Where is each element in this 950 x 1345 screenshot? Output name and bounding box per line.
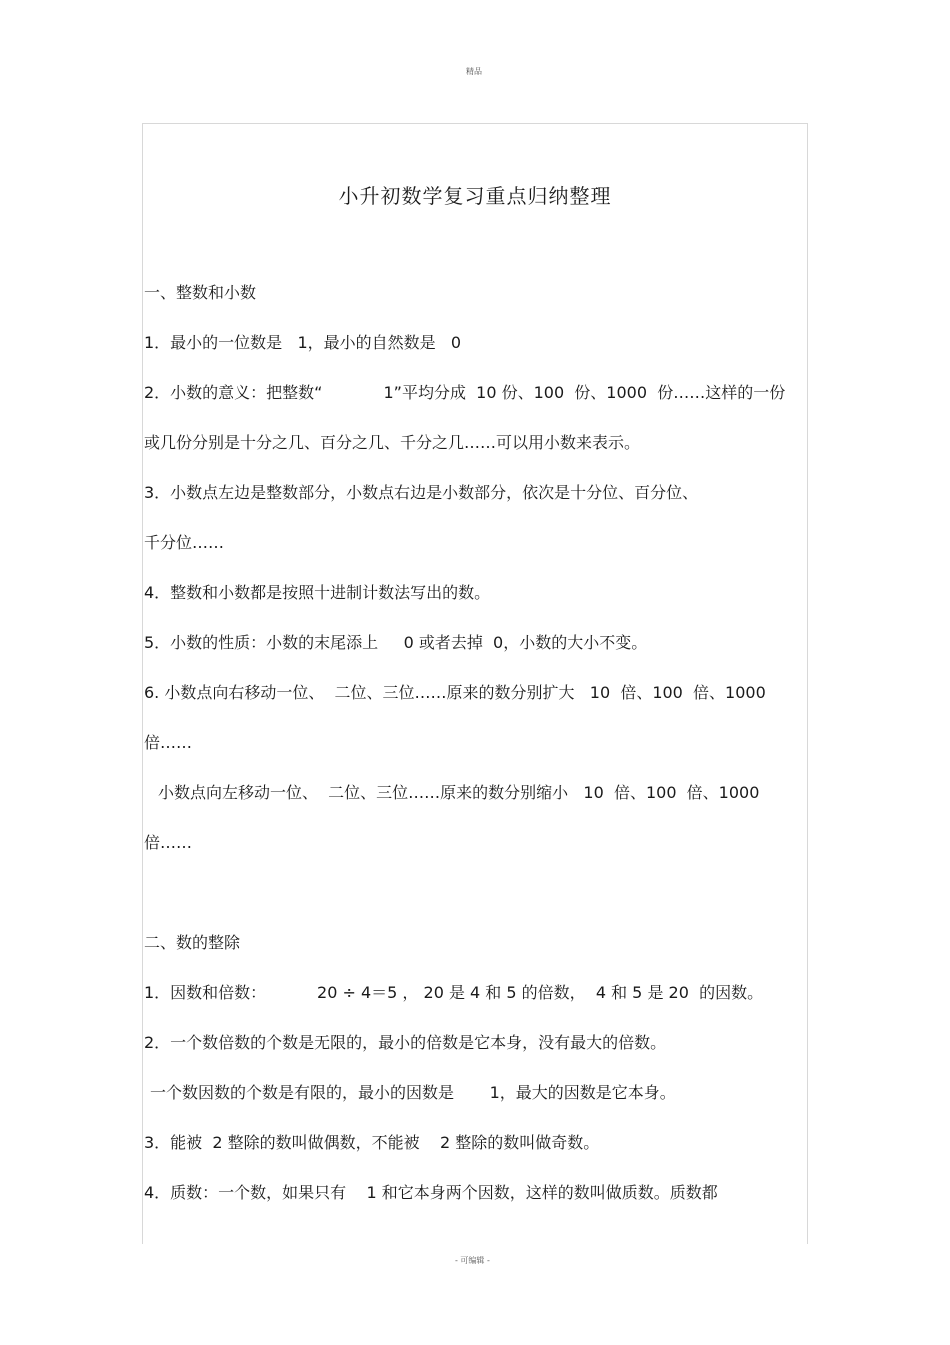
- paragraph-line: 1．最小的一位数是 1，最小的自然数是 0: [144, 333, 462, 352]
- paragraph-line: 一个数因数的个数是有限的，最小的因数是 1，最大的因数是它本身。: [150, 1083, 676, 1102]
- page-footer: - 可编辑 -: [455, 1256, 490, 1265]
- paragraph-line: 小数点向左移动一位、 二位、三位……原来的数分别缩小 10 倍、100 倍、1000: [158, 783, 760, 802]
- paragraph-line: 3．能被 2 整除的数叫做偶数，不能被 2 整除的数叫做奇数。: [144, 1133, 600, 1152]
- paragraph-line: 5．小数的性质：小数的末尾添上 0 或者去掉 0，小数的大小不变。: [144, 633, 648, 652]
- paragraph-line: 2．小数的意义：把整数“ 1”平均分成 10 份、100 份、1000 份……这样的一份: [144, 383, 786, 402]
- page-header: 精品: [466, 67, 482, 76]
- paragraph-line: 或几份分别是十分之几、百分之几、千分之几……可以用小数来表示。: [144, 433, 641, 452]
- paragraph-line: 倍……: [144, 733, 193, 752]
- paragraph-line: 1．因数和倍数： 20 ÷ 4＝5 ， 20 是 4 和 5 的倍数， 4 和 5 是 20 的因数。: [144, 983, 764, 1002]
- paragraph-line: 4．整数和小数都是按照十进制计数法写出的数。: [144, 583, 491, 602]
- paragraph-line: 3．小数点左边是整数部分，小数点右边是小数部分，依次是十分位、百分位、: [144, 483, 699, 502]
- paragraph-line: 6. 小数点向右移动一位、 二位、三位……原来的数分别扩大 10 倍、100 倍、1000: [144, 683, 766, 702]
- section-heading: 二、数的整除: [144, 933, 241, 952]
- paragraph-line: 2．一个数倍数的个数是无限的，最小的倍数是它本身，没有最大的倍数。: [144, 1033, 667, 1052]
- document-title: 小升初数学复习重点归纳整理: [338, 184, 612, 208]
- section-heading: 一、整数和小数: [144, 283, 257, 302]
- paragraph-line: 千分位……: [144, 533, 225, 552]
- paragraph-line: 倍……: [144, 833, 193, 852]
- paragraph-line: 4．质数：一个数，如果只有 1 和它本身两个因数，这样的数叫做质数。质数都: [144, 1183, 718, 1202]
